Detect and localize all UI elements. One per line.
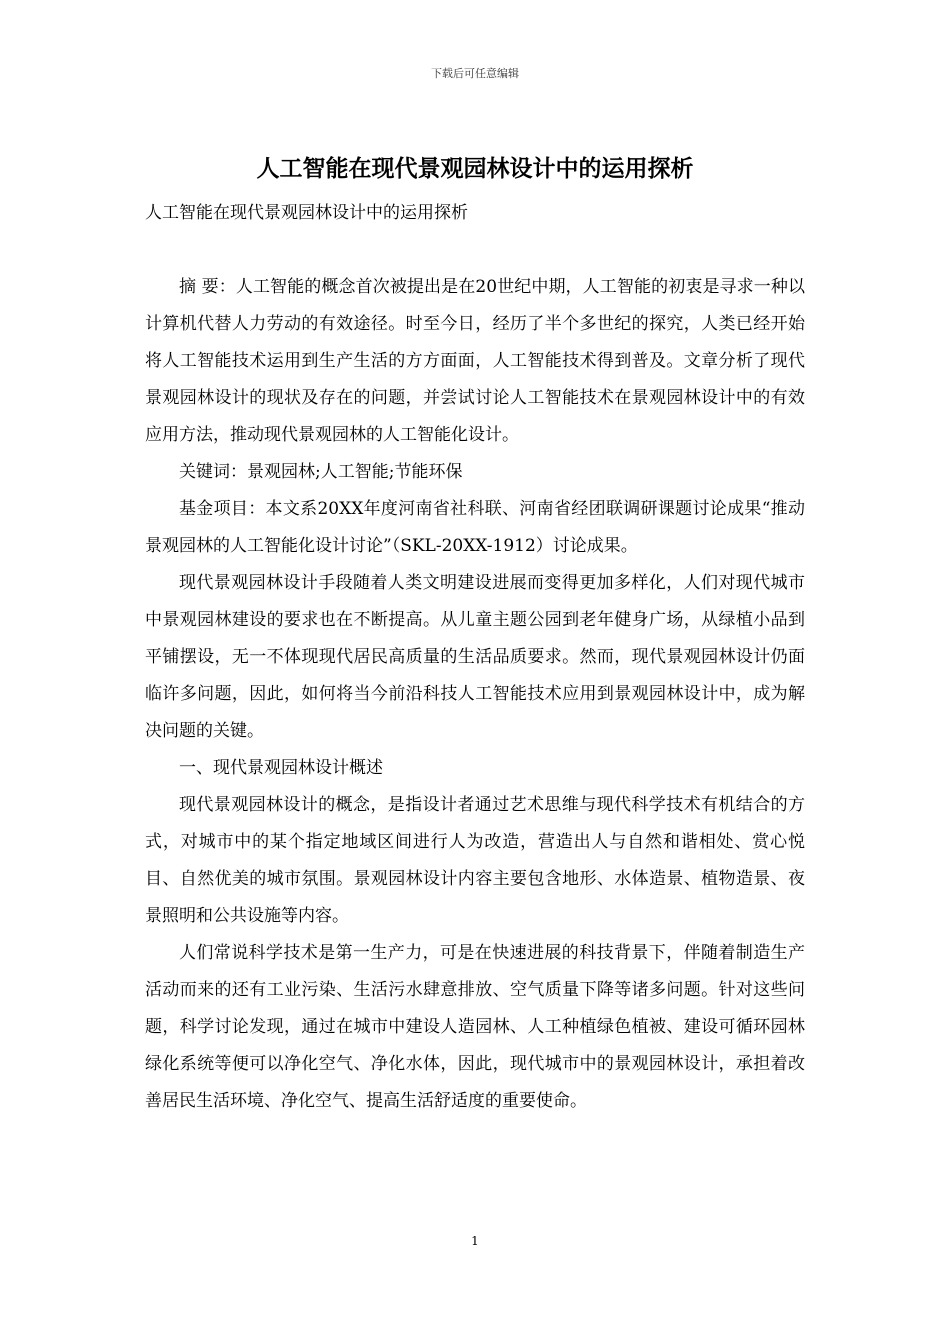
body-paragraph: 现代景观园林设计手段随着人类文明建设进展而变得更加多样化，人们对现代城市中景观园林建设的要求也在不断提高。从儿童主题公园到老年健身广场，从绿植小品到平铺摆设，无一不体现现代居民高质量的生活品质要求。然而，现代景观园林设计仍面临许多问题，因此，如何将当今前沿科技人工智能技术应用到景观园林设计中，成为解决问题的关键。 [145, 573, 805, 741]
document-body [145, 269, 805, 1120]
page-number: 1 [471, 1234, 479, 1248]
document-title: 人工智能在现代景观园林设计中的运用探析 [256, 155, 694, 182]
keywords-paragraph: 关键词：景观园林;人工智能;节能环保 [179, 462, 463, 482]
abstract-paragraph: 摘 要：人工智能的概念首次被提出是在20世纪中期，人工智能的初衷是寻求一种以计算机代替人力劳动的有效途径。时至今日，经历了半个多世纪的探究，人类已经开始将人工智能技术运用到生产生活的方方面面，人工智能技术得到普及。文章分析了现代景观园林设计的现状及存在的问题，并尝试讨论人工智能技术在景观园林设计中的有效应用方法，推动现代景观园林的人工智能化设计。 [145, 277, 805, 445]
section-heading: 一、现代景观园林设计概述 [179, 758, 383, 778]
body-paragraph: 人们常说科学技术是第一生产力，可是在快速进展的科技背景下，伴随着制造生产活动而来的还有工业污染、生活污水肆意排放、空气质量下降等诸多问题。针对这些问题，科学讨论发现，通过在城市中建设人造园林、人工种植绿色植被、建设可循环园林绿化系统等便可以净化空气、净化水体，因此，现代城市中的景观园林设计，承担着改善居民生活环境、净化空气、提高生活舒适度的重要使命。 [145, 943, 805, 1111]
document-subtitle: 人工智能在现代景观园林设计中的运用探析 [145, 203, 468, 223]
funding-paragraph: 基金项目：本文系20XX年度河南省社科联、河南省经团联调研课题讨论成果“推动景观园林的人工智能化设计讨论”（SKL-20XX-1912）讨论成果。 [145, 499, 805, 556]
body-paragraph: 现代景观园林设计的概念，是指设计者通过艺术思维与现代科学技术有机结合的方式，对城市中的某个指定地域区间进行人为改造，营造出人与自然和谐相处、赏心悦目、自然优美的城市氛围。景观园林设计内容主要包含地形、水体造景、植物造景、夜景照明和公共设施等内容。 [145, 795, 805, 926]
page-header-note: 下载后可任意编辑 [431, 67, 519, 80]
